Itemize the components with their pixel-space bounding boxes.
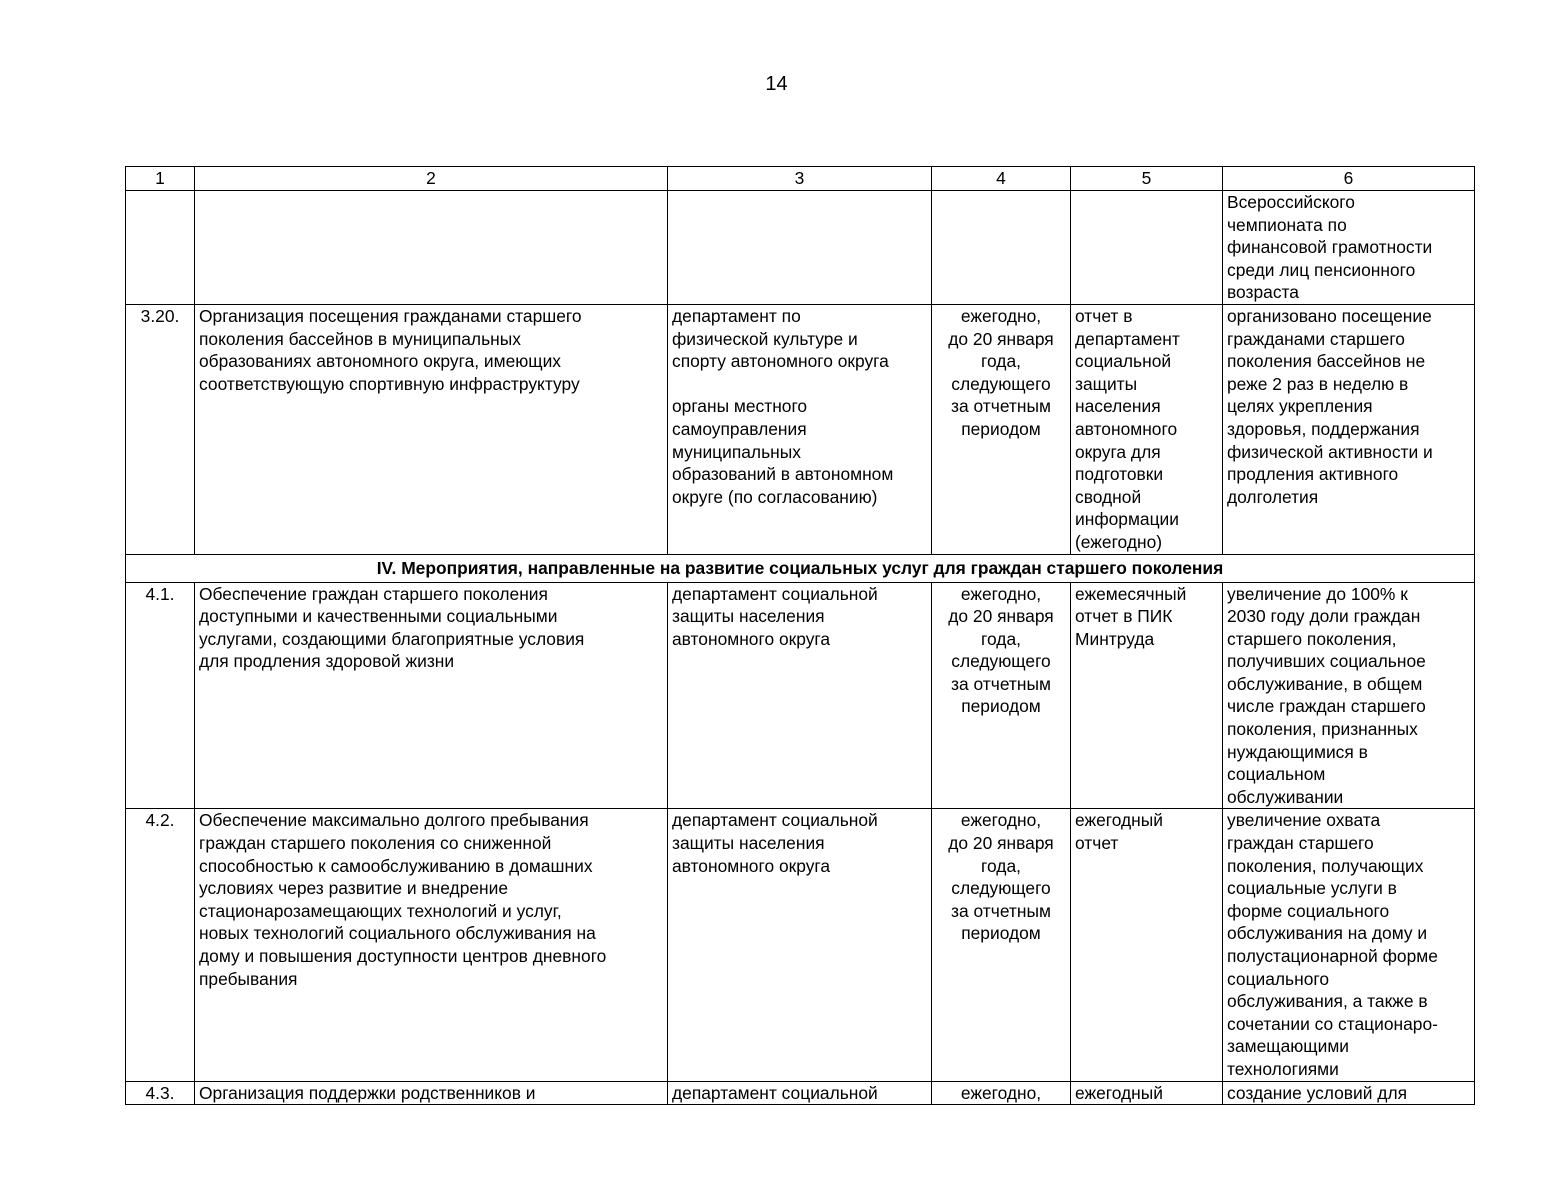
table-row-4-1 [126,582,1475,809]
table-row-3-20 [126,304,1475,554]
responsible-cell: департамент социальной защиты населения автономного округа [668,809,932,1081]
row-number-cell: 4.2. [126,809,195,1081]
section-heading: IV. Мероприятия, направленные на развитие социальных услуг для граждан старшего поколения [126,554,1475,582]
column-number-6: 6 [1223,167,1475,191]
report-cell: отчет в департамент социальной защиты населения автономного округа для подготовки сводной информации (ежегодно) [1071,304,1223,554]
result-cell: Всероссийского чемпионата по финансовой грамотности среди лиц пенсионного возраста [1223,191,1475,305]
report-cell: ежегодный отчет [1071,809,1223,1081]
report-cell: ежемесячный отчет в ПИК Минтруда [1071,582,1223,809]
responsible-cell: департамент по физической культуре и спорту автономного округа органы местного самоуправления муниципальных образований в автономном округе (по согласованию) [668,304,932,554]
activities-table [125,166,1475,1105]
activity-cell: Обеспечение граждан старшего поколения доступными и качественными социальными услугами, создающими благоприятные условия для продления здоровой жизни [195,582,668,809]
responsible-cell [668,191,932,305]
row-number-cell: 4.3. [126,1081,195,1105]
deadline-cell: ежегодно, до 20 января года, следующего за отчетным периодом [932,809,1071,1081]
report-cell: ежегодный [1071,1081,1223,1105]
row-number-cell: 3.20. [126,304,195,554]
result-cell: организовано посещение гражданами старшего поколения бассейнов не реже 2 раз в неделю в целях укрепления здоровья, поддержания физической активности и продления активного долголетия [1223,304,1475,554]
row-number-cell: 4.1. [126,582,195,809]
column-number-1: 1 [126,167,195,191]
section-heading-row [126,554,1475,582]
page-number: 14 [765,73,788,95]
column-number-3: 3 [668,167,932,191]
result-cell: создание условий для [1223,1081,1475,1105]
deadline-cell [932,191,1071,305]
column-number-2: 2 [195,167,668,191]
column-number-4: 4 [932,167,1071,191]
column-number-5: 5 [1071,167,1223,191]
deadline-cell: ежегодно, [932,1081,1071,1105]
table-row-4-3 [126,1081,1475,1105]
deadline-cell: ежегодно, до 20 января года, следующего за отчетным периодом [932,304,1071,554]
activity-cell: Организация поддержки родственников и [195,1081,668,1105]
result-cell: увеличение до 100% к 2030 году доли граждан старшего поколения, получивших социальное обслуживание, в общем числе граждан старшего поколения, признанных нуждающимися в социальном обслуживании [1223,582,1475,809]
activity-cell: Организация посещения гражданами старшего поколения бассейнов в муниципальных образованиях автономного округа, имеющих соответствующую спортивную инфраструктуру [195,304,668,554]
activity-cell [195,191,668,305]
activity-cell: Обеспечение максимально долгого пребывания граждан старшего поколения со сниженной способностью к самообслуживанию в домашних условиях через развитие и внедрение стационарозамещающих технологий и услуг, новых технологий социального обслуживания на дому и повышения доступности центров дневного пребывания [195,809,668,1081]
responsible-cell: департамент социальной защиты населения автономного округа [668,582,932,809]
report-cell [1071,191,1223,305]
deadline-cell: ежегодно, до 20 января года, следующего за отчетным периодом [932,582,1071,809]
table-row-4-2 [126,809,1475,1081]
table-row-continuation [126,191,1475,305]
responsible-cell: департамент социальной [668,1081,932,1105]
result-cell: увеличение охвата граждан старшего поколения, получающих социальные услуги в форме социального обслуживания на дому и полустационарной форме социального обслуживания, а также в сочетании со стационаро- замещающими технологиями [1223,809,1475,1081]
row-number-cell [126,191,195,305]
table-header-row [126,167,1475,191]
